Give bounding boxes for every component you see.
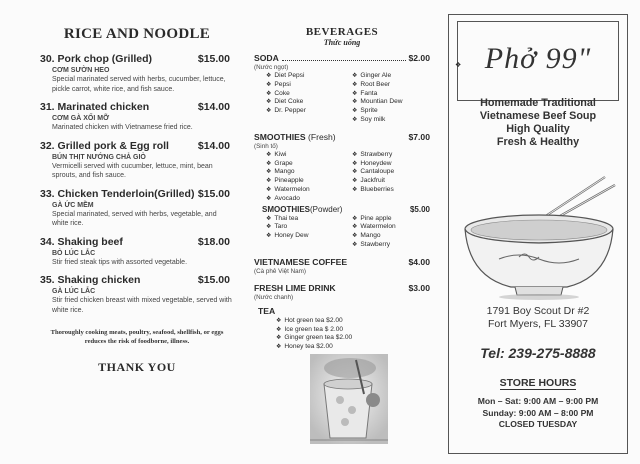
menu-item-header [40,188,234,201]
menu-item-title: Shaking chicken [57,274,141,286]
menu-item-vietnamese: BÒ LÚC LẮC [52,249,96,257]
diamond-bullet-icon: ❖ [266,169,272,176]
drink-item-label: Honeydew [360,159,392,167]
logo-frame [457,21,619,101]
menu-item-price: $18.00 [197,235,230,248]
soda-label: SODA [254,53,279,63]
diamond-bullet-icon: ❖ [276,326,282,333]
menu-item-name [40,140,169,153]
menu-item-vietnamese: CƠM GÀ XỐI MỠ [52,115,110,122]
drink-item-label: Hot green tea $2.00 [284,316,343,324]
lime-label: FRESH LIME DRINK [254,282,336,293]
diamond-bullet-icon: ❖ [276,344,282,351]
drink-item [342,151,430,160]
drink-item-label: Sprite [360,107,378,115]
drink-item-label: Kiwi [274,150,287,158]
drink-item-label: Mountian Dew [360,98,403,106]
menu-item-vietnamese: BÚN THỊT NƯỚNG CHẢ GIÒ [52,153,146,161]
drink-item [254,232,342,241]
menu-item-header [40,140,234,153]
drink-item [342,177,430,186]
drink-item [254,107,342,116]
beverages-subtitle: Thức uống [323,38,361,47]
menu-item-number: 33. [40,187,55,200]
powder-list-left [254,215,342,250]
menu-item [40,236,234,268]
menu-item-price: $14.00 [197,101,230,113]
menu-item-header [40,53,234,66]
drink-item-label: Ginger Ale [360,72,392,79]
drink-item-label: Blueberries [360,185,394,193]
drink-item-label: Stawberry [360,240,391,248]
drink-item [254,81,342,90]
menu-item-name [40,188,194,201]
powder-price: $5.00 [409,204,430,214]
menu-item-number: 35. [40,274,55,286]
menu-item-title: Chicken Tenderloin(Grilled) [57,187,195,200]
drink-item [276,317,430,326]
menu-item-number: 32. [40,139,55,152]
soda-list-left [254,72,342,125]
tea-section [254,306,430,352]
drink-item [276,343,430,352]
menu-item-title: Shaking beef [57,235,123,248]
drink-item [254,177,342,186]
coffee-label: VIETNAMESE COFFEE [254,256,348,267]
diamond-bullet-icon: ❖ [352,178,358,185]
drink-item-label: Strawberry [360,150,393,158]
drink-item [254,186,342,195]
diamond-bullet-icon: ❖ [352,81,358,88]
smoothies-fresh-section [254,132,430,204]
diamond-bullet-icon: ❖ [352,224,358,231]
drink-item [342,241,430,250]
leader-dots [282,60,407,61]
drink-item [254,90,342,99]
menu-item-description: Vermicelli served with cucumber, lettuce, mint, bean sprouts, and fish sauce. [52,162,213,179]
menu-item-name [40,274,140,287]
drink-item [342,160,430,169]
drink-item-label: Avocado [274,194,300,202]
tagline-line: Homemade Traditional [480,97,596,109]
pho-bowl-illustration [459,167,619,305]
hours-line: Mon – Sat: 9:00 AM – 9:00 PM [477,396,599,406]
diamond-bullet-icon: ❖ [266,108,272,115]
smoothies-subtitle: (Sinh tố) [254,142,278,150]
menu-item-name [40,53,152,66]
drink-item [342,72,430,81]
menu-item-name [40,236,123,249]
powder-paren: (Powder) [310,204,343,214]
tagline-line: Fresh & Healthy [496,136,580,148]
address [449,305,627,331]
diamond-bullet-icon: ❖ [276,335,282,342]
diamond-bullet-icon: ❖ [352,186,358,193]
tea-list [254,317,430,352]
smoothies-label: SMOOTHIES [254,131,306,142]
diamond-bullet-icon: ❖ [276,317,282,324]
powder-list-right [342,215,430,250]
section-title: RICE AND NOODLE [63,26,211,42]
diamond-bullet-icon: ❖ [352,99,358,106]
drink-item [254,151,342,160]
drink-item [254,98,342,107]
diamond-bullet-icon: ❖ [266,178,272,185]
coffee-section [254,257,430,276]
drink-item [342,215,430,224]
drink-item-label: Soy milk [360,115,386,123]
soda-list-right [342,72,430,125]
store-hours-label: STORE HOURS [499,377,577,389]
menu-item-number: 31. [40,101,55,113]
menu-item-header [40,101,234,114]
drink-item-label: Ice green tea $ 2.00 [284,325,344,333]
menu-item-title: Grilled pork & Egg roll [57,139,169,152]
menu-item-vietnamese: GÀ LÚC LẮC [52,288,96,295]
diamond-bullet-icon: ❖ [352,116,358,123]
drink-item-label: Ginger green tea $2.00 [284,334,353,342]
menu-item-vietnamese: CƠM SƯỜN HEO [52,67,110,74]
menu-item [40,101,234,133]
powder-label: SMOOTHIES [262,204,311,214]
menu-item-price: $15.00 [197,53,230,65]
lime-price: $3.00 [408,282,430,293]
smoothies-list-left [254,151,342,204]
menu-item-header [40,236,234,249]
drink-item [276,326,430,335]
drink-item [254,223,342,232]
drink-item-label: Watermelon [274,185,310,193]
smoothies-price: $7.00 [408,131,430,142]
smoothies-powder-section [254,205,430,250]
lime-subtitle: (Nước chanh) [254,293,294,301]
drink-item [342,90,430,99]
menu-item-price: $15.00 [197,187,230,200]
tagline-line: High Quality [506,123,570,135]
diamond-bullet-icon: ❖ [266,99,272,106]
drink-item-label: Coke [274,89,290,97]
drink-item-label: Pepsi [274,80,291,88]
drink-item [342,98,430,107]
menu-item [40,53,234,94]
coffee-price: $4.00 [408,256,430,267]
drink-photo [310,354,388,444]
diamond-bullet-icon: ❖ [352,160,358,167]
diamond-bullet-icon: ❖ [352,108,358,115]
soda-price: $2.00 [408,53,430,63]
drink-item-label: Pineapple [274,177,304,185]
drink-item [254,215,342,224]
diamond-bullet-icon: ❖ [266,160,272,167]
drink-item-label: Thai tea [274,214,299,222]
restaurant-logo: Phở 99" [484,42,592,75]
drink-item [342,186,430,195]
diamond-bullet-icon: ❖ [266,186,272,193]
menu-item [40,188,234,229]
drink-item-label: Diet Coke [274,98,304,106]
diamond-bullet-icon: ❖ [352,151,358,158]
menu-item-description: Special marinated served with herbs, cucumber, lettuce, pickle carrot, white rice, and fish sauce. [52,76,226,93]
menu-item-name [40,101,149,114]
beverages-panel [254,0,430,464]
drink-item-label: Cantaloupe [360,168,395,176]
drink-item [254,195,342,204]
diamond-bullet-icon: ❖ [266,90,272,97]
diamond-bullet-icon: ❖ [352,233,358,240]
tea-label: TEA [258,305,276,316]
diamond-bullet-icon: ❖ [266,233,272,240]
diamond-bullet-icon: ❖ [266,195,272,202]
logo-bullet: ❖ [455,62,462,69]
menu-item [40,140,234,181]
drink-item-label: Fanta [360,89,378,97]
diamond-bullet-icon: ❖ [352,73,358,79]
diamond-bullet-icon: ❖ [266,73,272,79]
rice-noodle-panel [0,0,236,464]
smoothies-paren: (Fresh) [307,131,336,142]
store-hours [449,396,627,431]
drink-item [254,168,342,177]
menu-item-description: Stir fried steak tips with assorted vegetable. [52,258,188,266]
drink-item-label: Mango [360,232,381,240]
drink-item-label: Jackfruit [360,177,385,185]
menu-item-price: $14.00 [197,139,230,152]
food-safety-notice: Thoroughly cooking meats, poultry, seafood, shellfish, or eggs reduces the risk of foodborne, illness. [50,329,224,345]
drink-item-label: Grape [274,159,293,167]
drink-item-label: Taro [274,223,288,231]
smoothies-list-right [342,151,430,204]
drink-item-label: Root Beer [360,80,391,88]
menu-item-title: Pork chop (Grilled) [57,53,153,65]
menu-item-header [40,274,234,287]
drink-item [342,223,430,232]
menu-item [40,274,234,315]
drink-item [254,160,342,169]
hours-line: Sunday: 9:00 AM – 8:00 PM [482,407,594,418]
address-line: 1791 Boy Scout Dr #2 [486,305,590,317]
drink-item-label: Mango [274,168,295,176]
thank-you-text: THANK YOU [98,360,176,374]
drink-item-label: Honey Dew [274,232,309,240]
diamond-bullet-icon: ❖ [266,151,272,158]
coffee-subtitle: (Cà phê Việt Nam) [254,267,307,275]
drink-item [254,72,342,81]
menu-item-vietnamese: GÀ ỨC MỀM [52,201,94,209]
menu-item-description: Stir fried chicken breast with mixed vegetable, served with white rice. [52,297,232,314]
soda-section [254,53,430,125]
menu-item-title: Marinated chicken [57,101,150,113]
store-hours-title [449,377,627,389]
drink-item-label: Diet Pepsi [274,72,305,79]
menu-item-price: $15.00 [197,274,230,286]
drink-item-label: Pine apple [360,214,392,222]
phone-number: Tel: 239-275-8888 [480,345,596,361]
tagline [449,97,627,149]
diamond-bullet-icon: ❖ [352,241,358,248]
dish-list [40,53,234,315]
drink-item-label: Honey tea $2.00 [284,343,333,351]
diamond-bullet-icon: ❖ [266,81,272,88]
diamond-bullet-icon: ❖ [266,224,272,231]
diamond-bullet-icon: ❖ [352,90,358,97]
hours-line: CLOSED TUESDAY [498,419,578,429]
drink-item [342,168,430,177]
drink-item-label: Dr. Pepper [274,107,306,115]
diamond-bullet-icon: ❖ [352,169,358,176]
drink-item [342,81,430,90]
tagline-line: Vietnamese Beef Soup [479,110,597,122]
menu-item-description: Marinated chicken with Vietnamese fried rice. [52,124,193,131]
drink-item [342,116,430,125]
drink-item [342,232,430,241]
address-line: Fort Myers, FL 33907 [488,318,588,330]
soda-subtitle: (Nước ngọt) [254,64,289,71]
diamond-bullet-icon: ❖ [266,215,272,222]
beverages-title: BEVERAGES [305,26,379,38]
menu-item-number: 30. [40,53,55,65]
cover-panel [448,14,628,454]
drink-item [342,107,430,116]
drink-item [276,334,430,343]
menu-item-number: 34. [40,235,55,248]
drink-item-label: Watermelon [360,223,396,231]
lime-section [254,283,430,302]
menu-item-description: Special marinated, served with herbs, vegetable, and white rice. [52,210,217,227]
diamond-bullet-icon: ❖ [352,215,358,222]
